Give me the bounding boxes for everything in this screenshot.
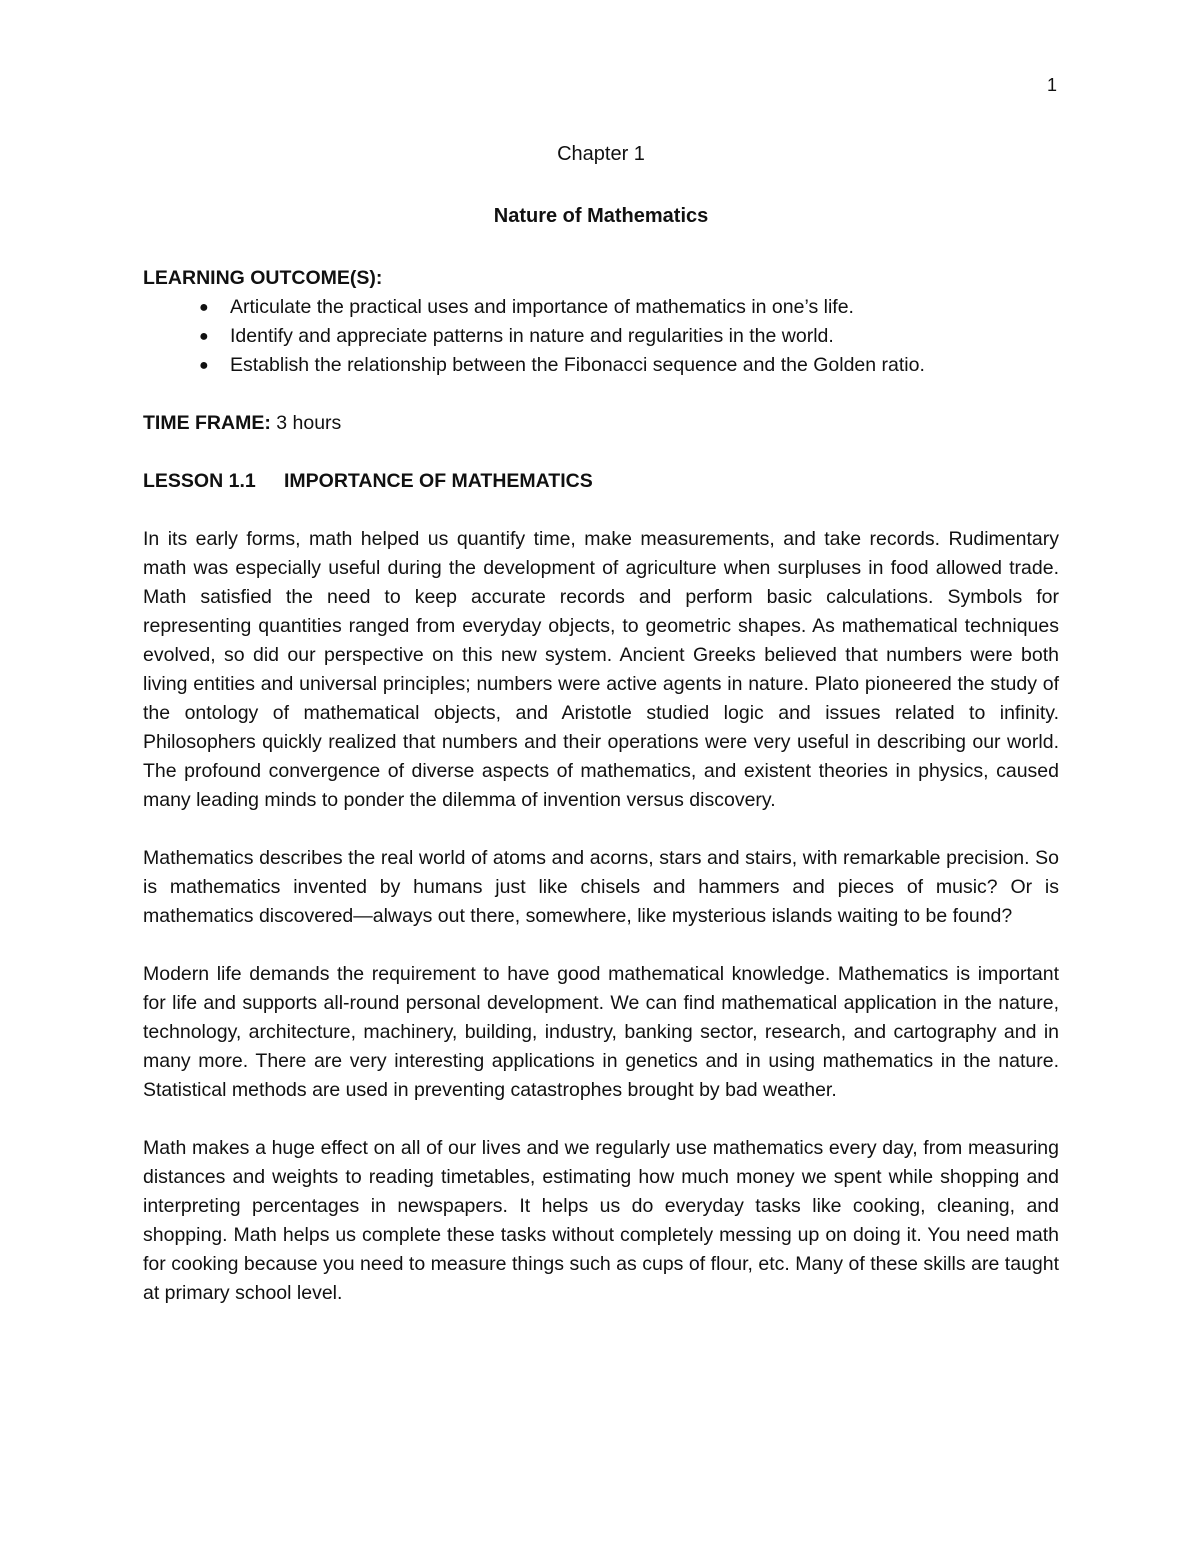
learning-outcome-text: Identify and appreciate patterns in nature and regularities in the world. <box>230 325 834 347</box>
learning-outcomes-label: LEARNING OUTCOME(S): <box>143 267 383 289</box>
learning-outcome-text: Articulate the practical uses and importance of mathematics in one’s life. <box>230 296 854 318</box>
lesson-number: LESSON 1.1 <box>143 470 256 492</box>
time-frame-label: TIME FRAME: <box>143 412 271 434</box>
bullet-icon: ● <box>199 299 209 316</box>
bullet-icon: ● <box>199 328 209 345</box>
list-item <box>143 322 1059 351</box>
lesson-title: IMPORTANCE OF MATHEMATICS <box>284 470 593 492</box>
time-frame <box>143 409 1059 438</box>
list-item <box>143 293 1059 322</box>
page-number: 1 <box>1046 75 1057 95</box>
body-paragraph: Math makes a huge effect on all of our lives and we regularly use mathematics every day, from measuring distances and weights to reading timetables, estimating how much money we spent while shopping and interpreting percentages in newspapers. It helps us do everyday tasks like cooking, cleaning, and shopping. Math helps us complete these tasks without completely messing up on doing it. You need math for cooking because you need to measure things such as cups of flour, etc. Many of these skills are taught at primary school level. <box>143 1137 1059 1304</box>
time-frame-value: 3 hours <box>276 412 342 434</box>
bullet-icon: ● <box>199 357 209 374</box>
learning-outcome-text: Establish the relationship between the Fibonacci sequence and the Golden ratio. <box>230 354 925 376</box>
body-paragraph: Mathematics describes the real world of atoms and acorns, stars and stairs, with remarkable precision. So is mathematics invented by humans just like chisels and hammers and pieces of music? Or is mathematics discovered—always out there, somewhere, like mysterious islands waiting to be found? <box>143 847 1059 927</box>
chapter-title: Nature of Mathematics <box>493 205 709 227</box>
chapter-heading: Chapter 1 <box>557 143 645 165</box>
lesson-heading <box>143 467 1059 496</box>
body-paragraph: In its early forms, math helped us quantify time, make measurements, and take records. Rudimentary math was especially useful during the development of agriculture when surpluses in food allowed trade. Math satisfied the need to keep accurate records and perform basic calculations. Symbols for representing quantities ranged from everyday objects, to geometric shapes. As mathematical techniques evolved, so did our perspective on this new system. Ancient Greeks believed that numbers were both living entities and universal principles; numbers were active agents in nature. Plato pioneered the study of the ontology of mathematical objects, and Aristotle studied logic and issues related to infinity. Philosophers quickly realized that numbers and their operations were very useful in describing our world. The profound convergence of diverse aspects of mathematics, and existent theories in physics, caused many leading minds to ponder the dilemma of invention versus discovery. <box>143 528 1059 811</box>
body-paragraph: Modern life demands the requirement to have good mathematical knowledge. Mathematics is important for life and supports all-round personal development. We can find mathematical application in the nature, technology, architecture, machinery, building, industry, banking sector, research, and cartography and in many more. There are very interesting applications in genetics and in using mathematics in the nature. Statistical methods are used in preventing catastrophes brought by bad weather. <box>143 963 1059 1101</box>
page-content <box>143 140 1059 1308</box>
learning-outcomes-list <box>143 293 1059 380</box>
list-item <box>143 351 1059 380</box>
